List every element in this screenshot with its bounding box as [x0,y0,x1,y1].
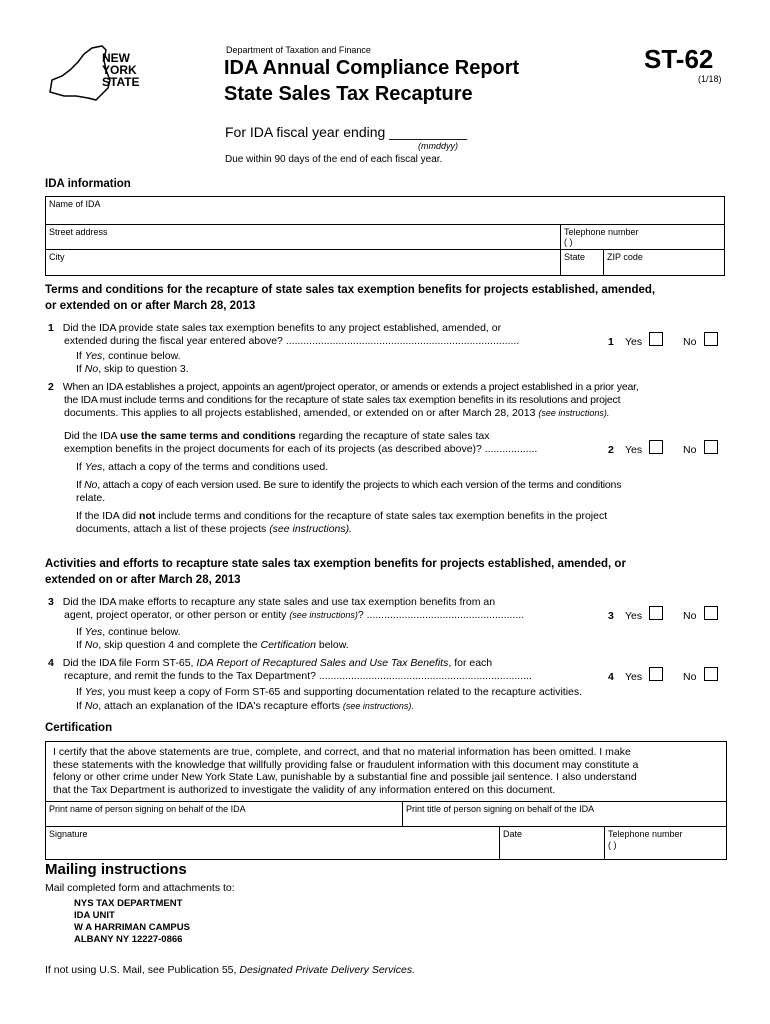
q2-did-not-note-2: documents, attach a list of these projects (see instructions). [76,523,353,535]
q4-line-number: 4 [608,671,614,683]
signer-telephone-field[interactable] [604,826,727,860]
mailing-intro: Mail completed form and attachments to: [45,882,235,894]
q2-text-2: the IDA must include terms and conditions for the recapture of state sales tax exemption benefits in its resolutions and project [64,394,621,406]
print-title-field[interactable] [402,801,727,827]
q1-text-2: extended during the fiscal year entered above? ................................................................................ [64,335,520,347]
city-label: City [49,252,65,262]
name-of-ida-field[interactable] [45,196,725,225]
form-number: ST-62 [644,44,714,74]
terms-heading-1: Terms and conditions for the recapture of state sales tax exemption benefits for projects established, amended, [45,284,656,296]
activities-heading-1: Activities and efforts to recapture state sales tax exemption benefits for projects established, amended, or [45,558,626,570]
q1-no-checkbox[interactable] [704,332,718,346]
q4-no-label: No [683,671,697,683]
q2-number: 2 [48,381,54,393]
street-address-label: Street address [49,227,108,237]
ida-info-table [45,196,725,276]
name-of-ida-label: Name of IDA [49,199,101,209]
q1-yes-note: If Yes, continue below. [76,350,181,362]
form-revision: (1/18) [698,74,722,84]
q3-text-2: agent, project operator, or other person or entity (see instructions)? ...................................................... [64,609,525,621]
ida-info-heading: IDA information [45,178,131,190]
date-field[interactable] [499,826,605,860]
form-title-2: State Sales Tax Recapture [224,83,473,105]
form-title-1: IDA Annual Compliance Report [224,57,520,79]
q1-no-label: No [683,336,697,348]
q2-question-2: exemption benefits in the project documents for each of its projects (as described above)? .................. [64,443,538,455]
question-2 [48,381,738,394]
street-address-field[interactable] [45,224,561,250]
q2-did-not-note: If the IDA did not include terms and conditions for the recapture of state sales tax exemption benefits in the project [76,510,608,522]
certification-heading: Certification [45,722,113,734]
print-title-label: Print title of person signing on behalf of the IDA [406,804,595,814]
address-line-4: ALBANY NY 12227-0866 [74,934,183,945]
q4-yes-checkbox[interactable] [649,667,663,681]
city-field[interactable] [45,249,561,276]
q4-no-note: If No, attach an explanation of the IDA's recapture efforts (see instructions). [76,700,414,712]
ida-telephone-label: Telephone number [564,227,639,237]
signer-telephone-paren: ( ) [608,840,617,850]
mailing-address [74,898,190,946]
q2-yes-note: If Yes, attach a copy of the terms and conditions used. [76,461,329,473]
state-field[interactable] [560,249,604,276]
logo-line3: STATE [102,75,140,89]
activities-heading-2: extended on or after March 28, 2013 [45,574,241,586]
q2-no-note-2: relate. [76,492,106,504]
logo-line1: NEW [102,51,130,65]
ida-telephone-paren: ( ) [564,237,573,247]
print-name-label: Print name of person signing on behalf of the IDA [49,804,246,814]
zip-label: ZIP code [607,252,643,262]
signature-label: Signature [49,829,88,839]
address-line-1: NYS TAX DEPARTMENT [74,898,183,909]
q3-no-label: No [683,610,697,622]
fiscal-year-label: For IDA fiscal year ending __________ [225,124,468,140]
address-line-3: W A HARRIMAN CAMPUS [74,922,190,933]
signature-field[interactable] [45,826,500,860]
q2-yes-checkbox[interactable] [649,440,663,454]
q2-no-label: No [683,444,697,456]
terms-heading-2: or extended on or after March 28, 2013 [45,300,256,312]
q2-no-note: If No, attach a copy of each version used. Be sure to identify the projects to which each version of the terms and conditions [76,479,622,491]
question-1 [48,322,608,335]
q4-yes-note: If Yes, you must keep a copy of Form ST-65 and supporting documentation related to the recapture activities. [76,686,583,698]
question-3: 3 Did the IDA make efforts to recapture any state sales and use tax exemption benefits from an [48,596,496,608]
question-4: 4 Did the IDA file Form ST-65, IDA Report of Recaptured Sales and Use Tax Benefits, for each [48,657,493,669]
q2-text-3: documents. This applies to all projects established, amended, or extended on or after March 28, 2013 (see instructions). [64,407,610,419]
q2-line-number: 2 [608,444,614,456]
signer-telephone-label: Telephone number [608,829,683,839]
certification-box [45,741,727,860]
q4-text-2: recapture, and remit the funds to the Tax Department? ......................................................................... [64,670,532,682]
q3-no-checkbox[interactable] [704,606,718,620]
address-line-2: IDA UNIT [74,910,115,921]
due-date-note: Due within 90 days of the end of each fiscal year. [225,154,443,165]
date-format: (mmddyy) [418,141,458,151]
q1-yes-label: Yes [625,336,643,348]
q1-number: 1 [48,322,54,334]
state-label: State [564,252,586,262]
q2-yes-label: Yes [625,444,643,456]
q2-no-checkbox[interactable] [704,440,718,454]
cert-text-4: that the Tax Department is authorized to investigate the validity of any information entered on this document. [53,783,556,796]
q1-yes-checkbox[interactable] [649,332,663,346]
ida-telephone-field[interactable] [560,224,725,250]
q1-line-number: 1 [608,336,614,348]
mailing-heading: Mailing instructions [45,861,187,878]
logo-line2: YORK [102,63,137,77]
q3-no-note: If No, skip question 4 and complete the Certification below. [76,639,349,651]
print-name-field[interactable] [45,801,403,827]
cert-text-1: I certify that the above statements are true, complete, and correct, and that no material information has been omitted. I make [53,746,631,758]
q3-yes-label: Yes [625,610,643,622]
nys-logo [40,40,155,110]
q3-yes-note: If Yes, continue below. [76,626,181,638]
date-label: Date [503,829,523,839]
q4-yes-label: Yes [625,671,643,683]
cert-text-2: these statements with the knowledge that willfully providing false or fraudulent information with this document may constitute a [53,758,639,771]
q3-yes-checkbox[interactable] [649,606,663,620]
q4-no-checkbox[interactable] [704,667,718,681]
q1-no-note: If No, skip to question 3. [76,363,189,375]
zip-field[interactable] [603,249,725,276]
q1-text-1: Did the IDA provide state sales tax exemption benefits to any project established, amended, or [62,322,502,334]
department-name: Department of Taxation and Finance [226,45,371,55]
q3-line-number: 3 [608,610,614,622]
q2-text-1: When an IDA establishes a project, appoints an agent/project operator, or amends or extends a project established in a prior year, [62,381,639,393]
cert-text-3: felony or other crime under New York State Law, punishable by a substantial fine and possible jail sentence. I also understand [53,771,637,783]
q2-question-1: Did the IDA use the same terms and conditions regarding the recapture of state sales tax [64,430,490,442]
delivery-note: If not using U.S. Mail, see Publication 55, Designated Private Delivery Services. [45,964,416,976]
